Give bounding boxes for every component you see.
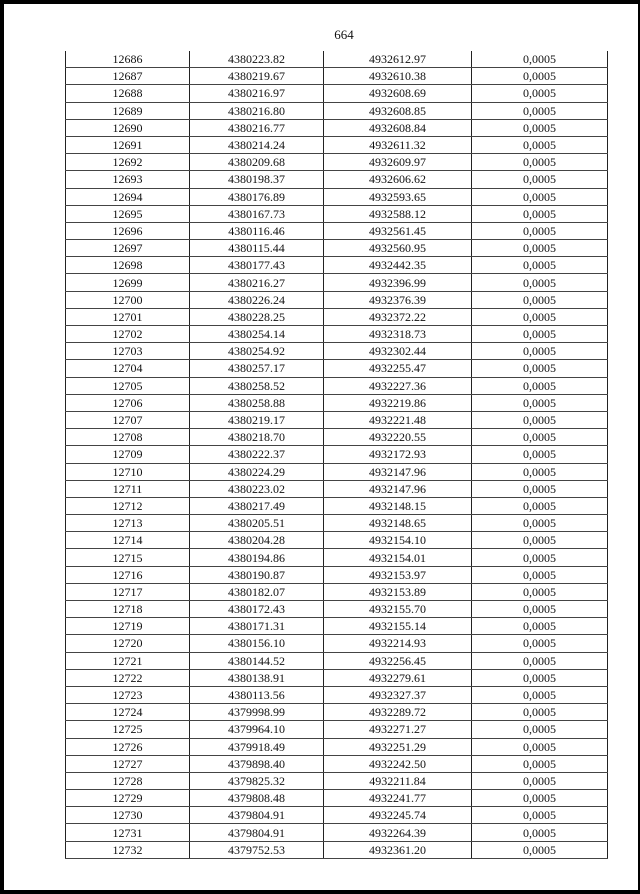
point-number-cell: 12715 [66,549,190,566]
x-coordinate-cell: 4379964.10 [190,721,324,738]
table-row [66,274,608,291]
point-number-cell: 12718 [66,601,190,618]
y-coordinate-cell: 4932155.70 [324,601,472,618]
point-number-cell: 12722 [66,669,190,686]
point-number-cell: 12693 [66,171,190,188]
point-number-cell: 12686 [66,51,190,68]
accuracy-cell: 0,0005 [472,291,608,308]
point-number-cell: 12694 [66,188,190,205]
table-row [66,222,608,239]
accuracy-cell: 0,0005 [472,257,608,274]
point-number-cell: 12697 [66,240,190,257]
point-number-cell: 12731 [66,824,190,841]
accuracy-cell: 0,0005 [472,686,608,703]
table-row [66,549,608,566]
table-row [66,841,608,858]
accuracy-cell: 0,0005 [472,308,608,325]
y-coordinate-cell: 4932264.39 [324,824,472,841]
point-number-cell: 12726 [66,738,190,755]
x-coordinate-cell: 4380216.80 [190,102,324,119]
x-coordinate-cell: 4380113.56 [190,686,324,703]
table-row [66,618,608,635]
y-coordinate-cell: 4932271.27 [324,721,472,738]
y-coordinate-cell: 4932147.96 [324,463,472,480]
accuracy-cell: 0,0005 [472,463,608,480]
x-coordinate-cell: 4380209.68 [190,154,324,171]
y-coordinate-cell: 4932256.45 [324,652,472,669]
x-coordinate-cell: 4380167.73 [190,205,324,222]
point-number-cell: 12698 [66,257,190,274]
y-coordinate-cell: 4932372.22 [324,308,472,325]
y-coordinate-cell: 4932227.36 [324,377,472,394]
document-page [4,4,638,890]
table-row [66,291,608,308]
table-row [66,532,608,549]
y-coordinate-cell: 4932251.29 [324,738,472,755]
y-coordinate-cell: 4932608.69 [324,85,472,102]
accuracy-cell: 0,0005 [472,497,608,514]
point-number-cell: 12710 [66,463,190,480]
x-coordinate-cell: 4380144.52 [190,652,324,669]
y-coordinate-cell: 4932611.32 [324,136,472,153]
accuracy-cell: 0,0005 [472,394,608,411]
accuracy-cell: 0,0005 [472,772,608,789]
table-row [66,738,608,755]
table-row [66,51,608,68]
table-row [66,601,608,618]
table-row [66,446,608,463]
table-row [66,635,608,652]
point-number-cell: 12725 [66,721,190,738]
y-coordinate-cell: 4932241.77 [324,790,472,807]
point-number-cell: 12717 [66,583,190,600]
x-coordinate-cell: 4379918.49 [190,738,324,755]
accuracy-cell: 0,0005 [472,343,608,360]
accuracy-cell: 0,0005 [472,154,608,171]
point-number-cell: 12711 [66,480,190,497]
y-coordinate-cell: 4932361.20 [324,841,472,858]
y-coordinate-cell: 4932318.73 [324,326,472,343]
accuracy-cell: 0,0005 [472,755,608,772]
x-coordinate-cell: 4379804.91 [190,824,324,841]
table-row [66,102,608,119]
table-row [66,755,608,772]
x-coordinate-cell: 4380258.52 [190,377,324,394]
accuracy-cell: 0,0005 [472,841,608,858]
y-coordinate-cell: 4932289.72 [324,704,472,721]
x-coordinate-cell: 4379804.91 [190,807,324,824]
y-coordinate-cell: 4932220.55 [324,429,472,446]
x-coordinate-cell: 4380172.43 [190,601,324,618]
table-row [66,652,608,669]
x-coordinate-cell: 4380228.25 [190,308,324,325]
table-row [66,171,608,188]
y-coordinate-cell: 4932560.95 [324,240,472,257]
point-number-cell: 12729 [66,790,190,807]
table-row [66,377,608,394]
y-coordinate-cell: 4932442.35 [324,257,472,274]
x-coordinate-cell: 4379752.53 [190,841,324,858]
accuracy-cell: 0,0005 [472,240,608,257]
accuracy-cell: 0,0005 [472,205,608,222]
x-coordinate-cell: 4380226.24 [190,291,324,308]
y-coordinate-cell: 4932302.44 [324,343,472,360]
y-coordinate-cell: 4932609.97 [324,154,472,171]
accuracy-cell: 0,0005 [472,360,608,377]
x-coordinate-cell: 4380258.88 [190,394,324,411]
y-coordinate-cell: 4932610.38 [324,68,472,85]
point-number-cell: 12688 [66,85,190,102]
y-coordinate-cell: 4932279.61 [324,669,472,686]
y-coordinate-cell: 4932561.45 [324,222,472,239]
accuracy-cell: 0,0005 [472,446,608,463]
table-row [66,515,608,532]
y-coordinate-cell: 4932147.96 [324,480,472,497]
table-row [66,669,608,686]
point-number-cell: 12707 [66,411,190,428]
accuracy-cell: 0,0005 [472,429,608,446]
point-number-cell: 12695 [66,205,190,222]
x-coordinate-cell: 4380223.02 [190,480,324,497]
accuracy-cell: 0,0005 [472,669,608,686]
point-number-cell: 12713 [66,515,190,532]
x-coordinate-cell: 4380217.49 [190,497,324,514]
point-number-cell: 12702 [66,326,190,343]
x-coordinate-cell: 4380218.70 [190,429,324,446]
page-number: 664 [334,27,354,42]
accuracy-cell: 0,0005 [472,51,608,68]
table-row [66,119,608,136]
coordinates-table-body [66,51,608,858]
point-number-cell: 12727 [66,755,190,772]
x-coordinate-cell: 4380171.31 [190,618,324,635]
x-coordinate-cell: 4380194.86 [190,549,324,566]
table-row [66,136,608,153]
table-row [66,807,608,824]
table-row [66,824,608,841]
point-number-cell: 12730 [66,807,190,824]
accuracy-cell: 0,0005 [472,583,608,600]
x-coordinate-cell: 4380254.14 [190,326,324,343]
y-coordinate-cell: 4932327.37 [324,686,472,703]
point-number-cell: 12709 [66,446,190,463]
y-coordinate-cell: 4932606.62 [324,171,472,188]
table-row [66,497,608,514]
accuracy-cell: 0,0005 [472,85,608,102]
x-coordinate-cell: 4380214.24 [190,136,324,153]
y-coordinate-cell: 4932154.10 [324,532,472,549]
y-coordinate-cell: 4932153.97 [324,566,472,583]
table-row [66,583,608,600]
y-coordinate-cell: 4932396.99 [324,274,472,291]
point-number-cell: 12687 [66,68,190,85]
point-number-cell: 12691 [66,136,190,153]
point-number-cell: 12716 [66,566,190,583]
accuracy-cell: 0,0005 [472,102,608,119]
x-coordinate-cell: 4380116.46 [190,222,324,239]
y-coordinate-cell: 4932214.93 [324,635,472,652]
x-coordinate-cell: 4380198.37 [190,171,324,188]
accuracy-cell: 0,0005 [472,326,608,343]
x-coordinate-cell: 4380177.43 [190,257,324,274]
accuracy-cell: 0,0005 [472,790,608,807]
x-coordinate-cell: 4380176.89 [190,188,324,205]
y-coordinate-cell: 4932148.65 [324,515,472,532]
y-coordinate-cell: 4932155.14 [324,618,472,635]
y-coordinate-cell: 4932608.84 [324,119,472,136]
accuracy-cell: 0,0005 [472,411,608,428]
point-number-cell: 12703 [66,343,190,360]
table-row [66,326,608,343]
accuracy-cell: 0,0005 [472,136,608,153]
accuracy-cell: 0,0005 [472,171,608,188]
y-coordinate-cell: 4932148.15 [324,497,472,514]
accuracy-cell: 0,0005 [472,377,608,394]
y-coordinate-cell: 4932242.50 [324,755,472,772]
x-coordinate-cell: 4380216.27 [190,274,324,291]
table-row [66,480,608,497]
table-row [66,394,608,411]
accuracy-cell: 0,0005 [472,721,608,738]
x-coordinate-cell: 4379808.48 [190,790,324,807]
accuracy-cell: 0,0005 [472,188,608,205]
table-row [66,360,608,377]
x-coordinate-cell: 4379825.32 [190,772,324,789]
x-coordinate-cell: 4380216.97 [190,85,324,102]
y-coordinate-cell: 4932153.89 [324,583,472,600]
table-row [66,772,608,789]
table-row [66,721,608,738]
x-coordinate-cell: 4380156.10 [190,635,324,652]
accuracy-cell: 0,0005 [472,222,608,239]
x-coordinate-cell: 4380115.44 [190,240,324,257]
point-number-cell: 12732 [66,841,190,858]
x-coordinate-cell: 4380219.17 [190,411,324,428]
coordinates-table [65,51,608,859]
accuracy-cell: 0,0005 [472,480,608,497]
table-row [66,68,608,85]
y-coordinate-cell: 4932211.84 [324,772,472,789]
table-row [66,205,608,222]
point-number-cell: 12704 [66,360,190,377]
y-coordinate-cell: 4932172.93 [324,446,472,463]
x-coordinate-cell: 4380224.29 [190,463,324,480]
x-coordinate-cell: 4380223.82 [190,51,324,68]
x-coordinate-cell: 4380205.51 [190,515,324,532]
accuracy-cell: 0,0005 [472,274,608,291]
accuracy-cell: 0,0005 [472,532,608,549]
x-coordinate-cell: 4380204.28 [190,532,324,549]
x-coordinate-cell: 4380138.91 [190,669,324,686]
y-coordinate-cell: 4932612.97 [324,51,472,68]
point-number-cell: 12705 [66,377,190,394]
table-row [66,154,608,171]
accuracy-cell: 0,0005 [472,601,608,618]
x-coordinate-cell: 4380190.87 [190,566,324,583]
table-row [66,85,608,102]
accuracy-cell: 0,0005 [472,68,608,85]
accuracy-cell: 0,0005 [472,566,608,583]
y-coordinate-cell: 4932245.74 [324,807,472,824]
accuracy-cell: 0,0005 [472,635,608,652]
x-coordinate-cell: 4380254.92 [190,343,324,360]
point-number-cell: 12723 [66,686,190,703]
point-number-cell: 12692 [66,154,190,171]
table-row [66,566,608,583]
x-coordinate-cell: 4379998.99 [190,704,324,721]
accuracy-cell: 0,0005 [472,119,608,136]
table-row [66,463,608,480]
x-coordinate-cell: 4379898.40 [190,755,324,772]
table-row [66,257,608,274]
accuracy-cell: 0,0005 [472,738,608,755]
y-coordinate-cell: 4932219.86 [324,394,472,411]
point-number-cell: 12706 [66,394,190,411]
accuracy-cell: 0,0005 [472,618,608,635]
table-row [66,790,608,807]
x-coordinate-cell: 4380257.17 [190,360,324,377]
table-row [66,308,608,325]
y-coordinate-cell: 4932255.47 [324,360,472,377]
accuracy-cell: 0,0005 [472,549,608,566]
x-coordinate-cell: 4380216.77 [190,119,324,136]
table-row [66,429,608,446]
table-row [66,343,608,360]
accuracy-cell: 0,0005 [472,824,608,841]
point-number-cell: 12721 [66,652,190,669]
table-row [66,188,608,205]
point-number-cell: 12701 [66,308,190,325]
y-coordinate-cell: 4932608.85 [324,102,472,119]
point-number-cell: 12690 [66,119,190,136]
point-number-cell: 12700 [66,291,190,308]
table-row [66,686,608,703]
table-row [66,240,608,257]
y-coordinate-cell: 4932593.65 [324,188,472,205]
accuracy-cell: 0,0005 [472,515,608,532]
point-number-cell: 12699 [66,274,190,291]
table-row [66,411,608,428]
y-coordinate-cell: 4932221.48 [324,411,472,428]
y-coordinate-cell: 4932154.01 [324,549,472,566]
accuracy-cell: 0,0005 [472,807,608,824]
point-number-cell: 12724 [66,704,190,721]
point-number-cell: 12696 [66,222,190,239]
x-coordinate-cell: 4380182.07 [190,583,324,600]
y-coordinate-cell: 4932376.39 [324,291,472,308]
point-number-cell: 12712 [66,497,190,514]
point-number-cell: 12728 [66,772,190,789]
x-coordinate-cell: 4380219.67 [190,68,324,85]
accuracy-cell: 0,0005 [472,704,608,721]
point-number-cell: 12720 [66,635,190,652]
point-number-cell: 12719 [66,618,190,635]
accuracy-cell: 0,0005 [472,652,608,669]
point-number-cell: 12689 [66,102,190,119]
table-row [66,704,608,721]
point-number-cell: 12714 [66,532,190,549]
point-number-cell: 12708 [66,429,190,446]
y-coordinate-cell: 4932588.12 [324,205,472,222]
x-coordinate-cell: 4380222.37 [190,446,324,463]
